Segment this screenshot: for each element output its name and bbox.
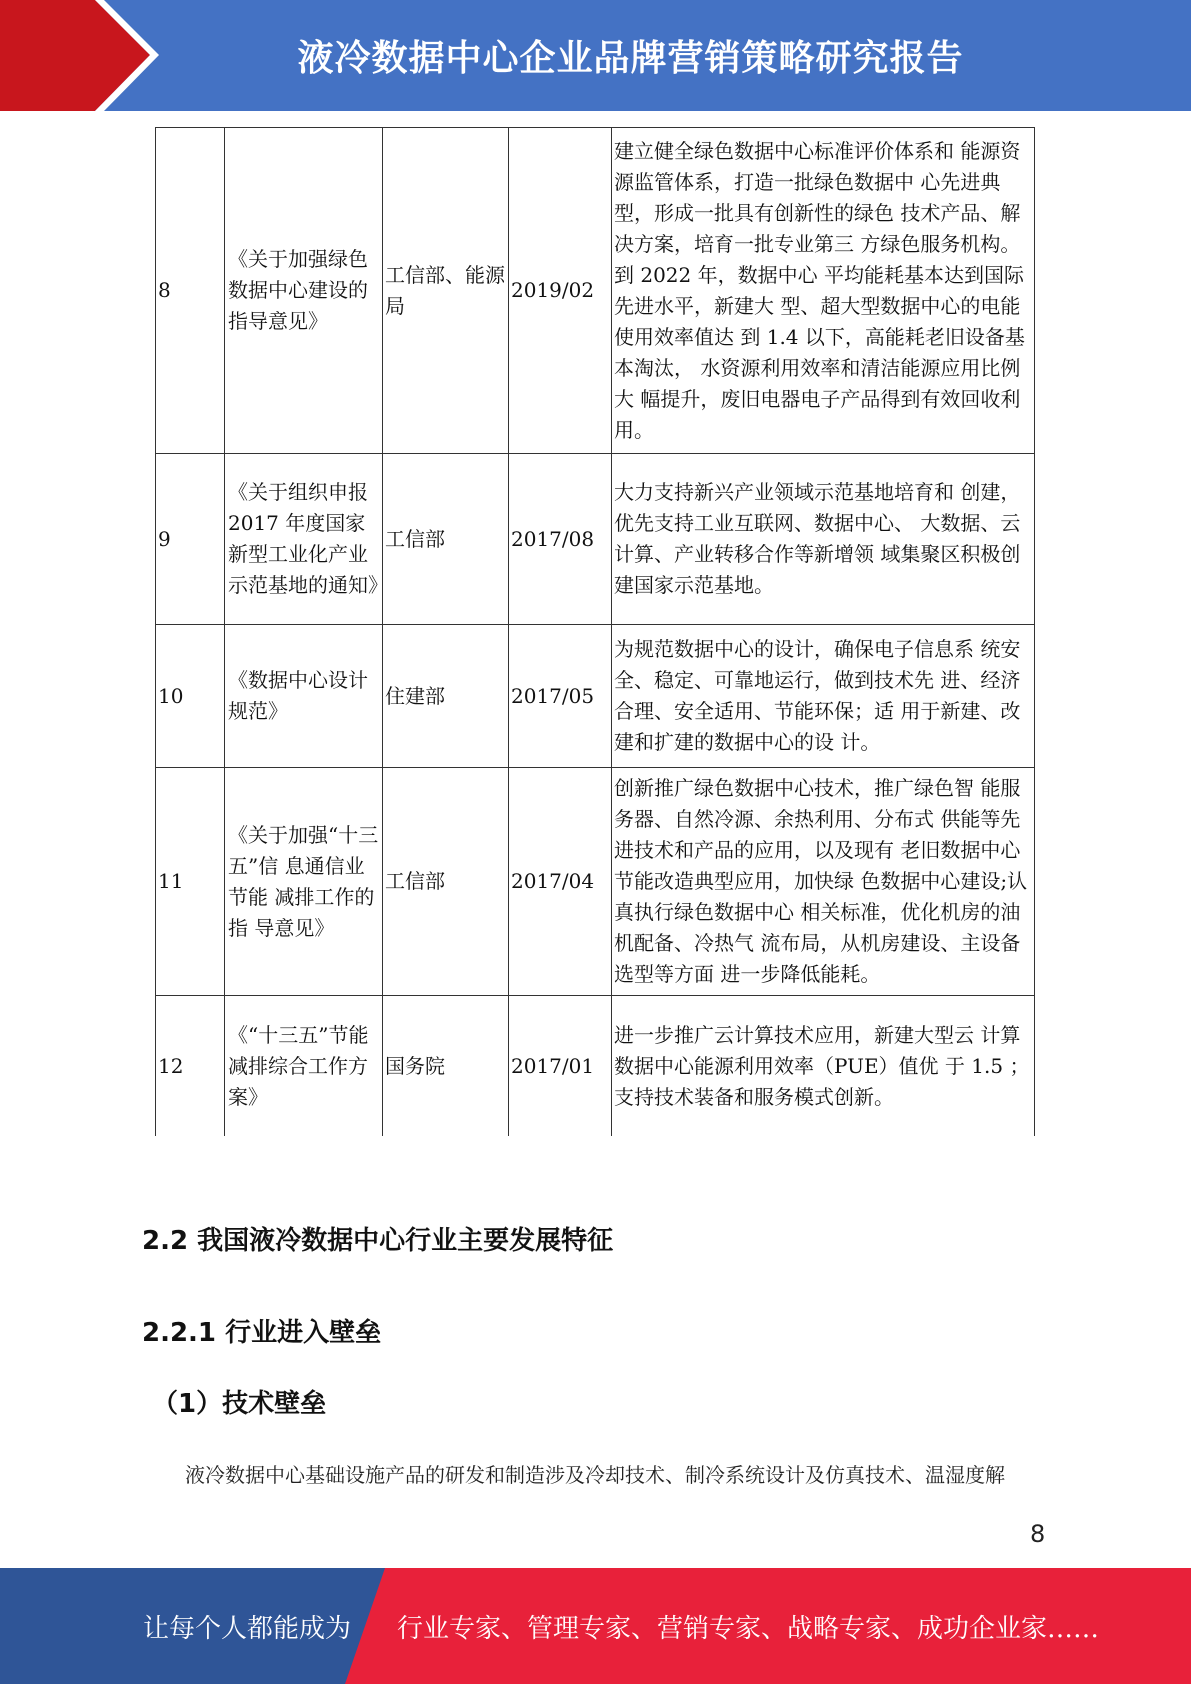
- footer-slogan-right: 行业专家、管理专家、营销专家、战略专家、成功企业家……: [397, 1613, 1100, 1644]
- issuing-department: 工信部、能源局: [383, 128, 509, 454]
- table-row: [156, 625, 1035, 768]
- subsection-heading: 2.2.1 行业进入壁垒: [142, 1318, 382, 1348]
- page-footer: [0, 1568, 1191, 1684]
- table-row: [156, 128, 1035, 454]
- policy-description: 进一步推广云计算技术应用，新建大型云 计算数据中心能源利用效率（PUE）值优 于 1.5 ；支持技术装备和服务模式创新。: [612, 996, 1035, 1137]
- footer-slogan-left: 让每个人都能成为: [143, 1613, 352, 1644]
- body-paragraph: 液冷数据中心基础设施产品的研发和制造涉及冷却技术、制冷系统设计及仿真技术、温湿度解: [185, 1463, 1005, 1487]
- policy-name: 《关于组织申报 2017 年度国家新型工业化产业示范基地的通知》: [225, 454, 383, 625]
- policy-description: 创新推广绿色数据中心技术，推广绿色智 能服务器、自然冷源、余热利用、分布式 供能等先进技术和产品的应用，以及现有 老旧数据中心节能改造典型应用，加快绿 色数据中心建设;认真执行绿色数据中心 相关标准，优化机房的油机配备、冷热气 流布局，从机房建设、主设备选型等方面 进一步降低能耗。: [612, 768, 1035, 996]
- policy-table: [155, 127, 1035, 1136]
- policy-name: 《关于加强绿色数据中心建设的指导意见》: [225, 128, 383, 454]
- table-row: [156, 768, 1035, 996]
- table-row: [156, 454, 1035, 625]
- table-row: [156, 996, 1035, 1137]
- row-number: 11: [156, 768, 225, 996]
- page-header: [0, 0, 1191, 111]
- policy-description: 建立健全绿色数据中心标准评价体系和 能源资源监管体系，打造一批绿色数据中 心先进典型，形成一批具有创新性的绿色 技术产品、解决方案，培育一批专业第三 方绿色服务机构。到 2022 年，数据中心 平均能耗基本达到国际先进水平，新建大 型、超大型数据中心的电能使用效率值达 到 1.4 以下，高能耗老旧设备基本淘汰， 水资源利用效率和清洁能源应用比例大 幅提升，废旧电器电子产品得到有效回收利用。: [612, 128, 1035, 454]
- issue-date: 2019/02: [509, 128, 612, 454]
- issuing-department: 国务院: [383, 996, 509, 1137]
- policy-name: 《“十三五”节能减排综合工作方案》: [225, 996, 383, 1137]
- row-number: 8: [156, 128, 225, 454]
- issuing-department: 工信部: [383, 768, 509, 996]
- section-heading: 2.2 我国液冷数据中心行业主要发展特征: [142, 1226, 614, 1256]
- policy-description: 为规范数据中心的设计，确保电子信息系 统安全、稳定、可靠地运行，做到技术先 进、经济合理、安全适用、节能环保；适 用于新建、改建和扩建的数据中心的设 计。: [612, 625, 1035, 768]
- policy-description: 大力支持新兴产业领域示范基地培育和 创建，优先支持工业互联网、数据中心、 大数据、云计算、产业转移合作等新增领 域集聚区积极创建国家示范基地。: [612, 454, 1035, 625]
- row-number: 12: [156, 996, 225, 1137]
- policy-name: 《数据中心设计规范》: [225, 625, 383, 768]
- sub-subsection-heading: （1）技术壁垒: [152, 1389, 327, 1419]
- issue-date: 2017/05: [509, 625, 612, 768]
- issue-date: 2017/01: [509, 996, 612, 1137]
- page-number: 8: [1030, 1520, 1046, 1548]
- issue-date: 2017/04: [509, 768, 612, 996]
- report-title: 液冷数据中心企业品牌营销策略研究报告: [297, 38, 964, 79]
- policy-name: 《关于加强“十三五”信 息通信业节能 减排工作的指 导意见》: [225, 768, 383, 996]
- row-number: 10: [156, 625, 225, 768]
- row-number: 9: [156, 454, 225, 625]
- issue-date: 2017/08: [509, 454, 612, 625]
- issuing-department: 住建部: [383, 625, 509, 768]
- issuing-department: 工信部: [383, 454, 509, 625]
